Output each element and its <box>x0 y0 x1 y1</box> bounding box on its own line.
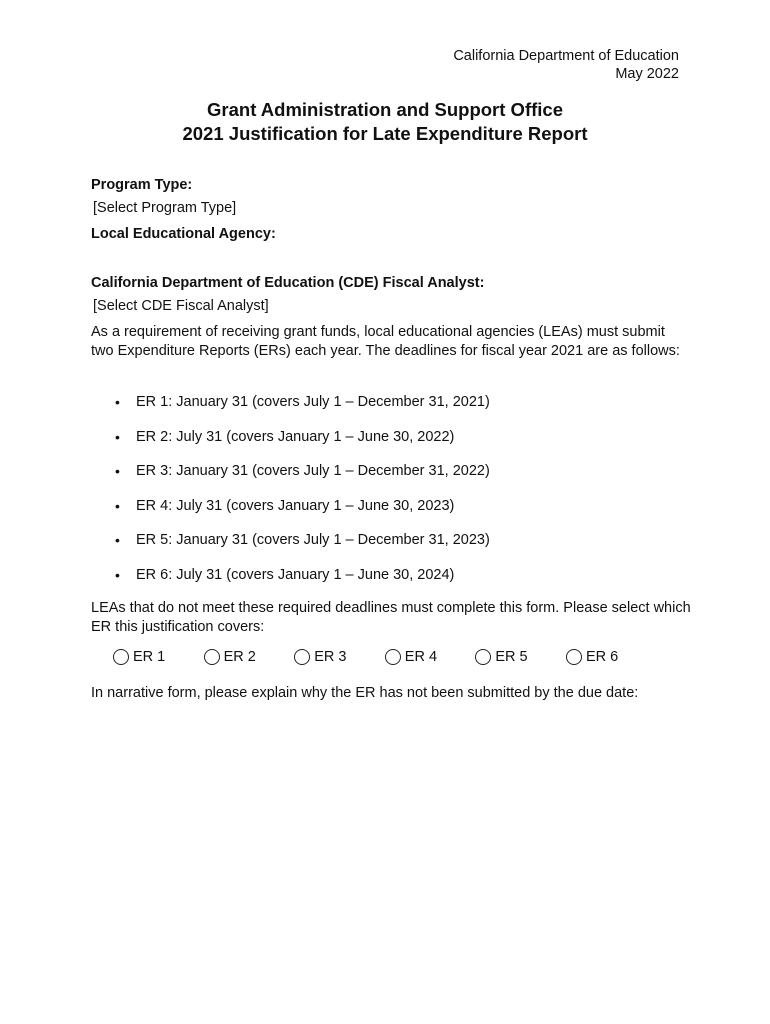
bullet-icon: • <box>115 463 120 480</box>
radio-label: ER 2 <box>223 649 256 665</box>
title-line-1: Grant Administration and Support Office <box>207 99 563 120</box>
radio-circle-icon[interactable] <box>566 649 582 665</box>
radio-label: ER 6 <box>585 649 619 665</box>
program-type-label: Program Type: <box>91 177 193 193</box>
bullet-icon: • <box>115 394 120 410</box>
select-instruction: LEAs that do not meet these required deadlines must complete this form. Please select which ER this justification covers: <box>91 600 691 635</box>
radio-circle-icon[interactable] <box>204 649 220 665</box>
narrative-prompt: In narrative form, please explain why the ER has not been submitted by the due date: <box>91 685 639 701</box>
radio-label: ER 5 <box>495 649 528 665</box>
er-radio-group <box>113 649 657 665</box>
list-item <box>91 528 490 563</box>
radio-circle-icon[interactable] <box>113 649 129 665</box>
deadline-text: ER 6: July 31 (covers January 1 – June 30, 2024) <box>136 566 455 583</box>
header-date: May 2022 <box>615 66 679 82</box>
program-type-select[interactable]: [Select Program Type] <box>93 200 237 216</box>
bullet-icon: • <box>115 428 120 445</box>
analyst-select[interactable]: [Select CDE Fiscal Analyst] <box>93 298 269 314</box>
title-line-2: 2021 Justification for Late Expenditure Report <box>182 123 588 144</box>
bullet-icon: • <box>115 566 120 583</box>
bullet-icon: • <box>115 497 120 514</box>
radio-circle-icon[interactable] <box>294 649 310 665</box>
deadline-text: ER 5: January 31 (covers July 1 – December 31, 2023) <box>136 532 490 549</box>
list-item <box>91 425 490 460</box>
radio-circle-icon[interactable] <box>475 649 491 665</box>
analyst-label: California Department of Education (CDE) Fiscal Analyst: <box>91 275 485 291</box>
radio-label: ER 3 <box>314 649 347 665</box>
deadline-text: ER 3: January 31 (covers July 1 – December 31, 2022) <box>136 463 490 480</box>
header-org: California Department of Education <box>453 48 679 64</box>
document-title <box>0 98 770 146</box>
radio-circle-icon[interactable] <box>385 649 401 665</box>
radio-er-3[interactable] <box>294 649 385 665</box>
list-item <box>91 459 490 494</box>
intro-paragraph: As a requirement of receiving grant funds, local educational agencies (LEAs) must submit two Expenditure Reports (ERs) each year. The deadlines for fiscal year 2021 are as follows: <box>91 324 680 359</box>
lea-label: Local Educational Agency: <box>91 226 276 242</box>
list-item <box>91 563 490 598</box>
radio-label: ER 1 <box>133 649 166 665</box>
deadline-text: ER 4: July 31 (covers January 1 – June 30, 2023) <box>136 497 455 514</box>
radio-er-4[interactable] <box>385 649 476 665</box>
radio-er-1[interactable] <box>113 649 204 665</box>
list-item <box>91 390 490 425</box>
deadline-list <box>91 390 490 598</box>
deadline-text: ER 1: January 31 (covers July 1 – December 31, 2021) <box>136 394 490 410</box>
list-item <box>91 494 490 529</box>
bullet-icon: • <box>115 532 120 549</box>
document-header <box>453 47 679 83</box>
radio-er-6[interactable] <box>566 649 657 665</box>
radio-label: ER 4 <box>404 649 438 665</box>
radio-er-2[interactable] <box>204 649 295 665</box>
radio-er-5[interactable] <box>475 649 566 665</box>
deadline-text: ER 2: July 31 (covers January 1 – June 30, 2022) <box>136 428 455 445</box>
